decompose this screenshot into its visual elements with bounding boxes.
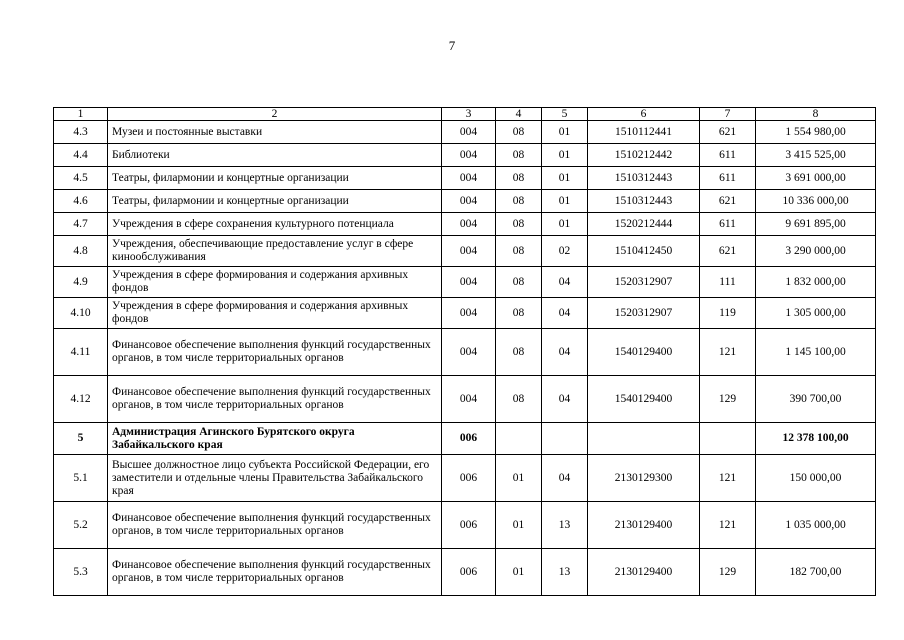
row-name: Учреждения в сфере сохранения культурного потенциала <box>108 213 442 236</box>
table-row <box>54 167 876 190</box>
amount: 12 378 100,00 <box>756 423 876 455</box>
row-number: 5.2 <box>54 502 108 549</box>
amount: 10 336 000,00 <box>756 190 876 213</box>
code-target: 1540129400 <box>588 376 700 423</box>
code-target: 1510412450 <box>588 236 700 267</box>
row-number: 4.3 <box>54 121 108 144</box>
code-ministry: 004 <box>442 190 496 213</box>
code-ministry: 006 <box>442 455 496 502</box>
amount: 3 691 000,00 <box>756 167 876 190</box>
code-subsection: 13 <box>542 549 588 596</box>
column-header: 7 <box>700 108 756 121</box>
amount: 9 691 895,00 <box>756 213 876 236</box>
code-subsection: 04 <box>542 298 588 329</box>
code-expense-type: 621 <box>700 190 756 213</box>
code-subsection: 01 <box>542 121 588 144</box>
code-ministry: 004 <box>442 329 496 376</box>
code-target: 2130129300 <box>588 455 700 502</box>
code-section: 08 <box>496 144 542 167</box>
code-subsection: 01 <box>542 167 588 190</box>
row-number: 4.4 <box>54 144 108 167</box>
row-number: 4.12 <box>54 376 108 423</box>
code-expense-type: 119 <box>700 298 756 329</box>
column-header: 6 <box>588 108 700 121</box>
table-header-row <box>54 108 876 121</box>
code-target: 1520312907 <box>588 267 700 298</box>
code-ministry: 004 <box>442 121 496 144</box>
row-name: Театры, филармонии и концертные организации <box>108 167 442 190</box>
row-name: Финансовое обеспечение выполнения функций государственных органов, в том числе территориальных органов <box>108 502 442 549</box>
amount: 3 290 000,00 <box>756 236 876 267</box>
code-subsection: 04 <box>542 267 588 298</box>
code-target: 1510312443 <box>588 190 700 213</box>
row-number: 4.6 <box>54 190 108 213</box>
row-name: Учреждения в сфере формирования и содержания архивных фондов <box>108 298 442 329</box>
code-section: 08 <box>496 121 542 144</box>
code-ministry: 006 <box>442 423 496 455</box>
code-expense-type: 611 <box>700 144 756 167</box>
row-name: Музеи и постоянные выставки <box>108 121 442 144</box>
row-name: Финансовое обеспечение выполнения функций государственных органов, в том числе территориальных органов <box>108 549 442 596</box>
table-row <box>54 329 876 376</box>
amount: 3 415 525,00 <box>756 144 876 167</box>
column-header: 3 <box>442 108 496 121</box>
code-section: 08 <box>496 298 542 329</box>
code-section: 08 <box>496 329 542 376</box>
table-row <box>54 376 876 423</box>
code-subsection: 01 <box>542 213 588 236</box>
row-name: Учреждения, обеспечивающие предоставление услуг в сфере кинообслуживания <box>108 236 442 267</box>
row-number: 5.1 <box>54 455 108 502</box>
code-subsection <box>542 423 588 455</box>
row-number: 5 <box>54 423 108 455</box>
code-section: 08 <box>496 267 542 298</box>
code-ministry: 004 <box>442 376 496 423</box>
table-row <box>54 144 876 167</box>
code-section: 08 <box>496 376 542 423</box>
amount: 1 554 980,00 <box>756 121 876 144</box>
code-section: 08 <box>496 213 542 236</box>
row-number: 4.9 <box>54 267 108 298</box>
code-ministry: 006 <box>442 549 496 596</box>
code-ministry: 006 <box>442 502 496 549</box>
code-expense-type: 611 <box>700 213 756 236</box>
table-row <box>54 121 876 144</box>
column-header: 8 <box>756 108 876 121</box>
amount: 150 000,00 <box>756 455 876 502</box>
code-section: 01 <box>496 549 542 596</box>
code-subsection: 01 <box>542 144 588 167</box>
code-subsection: 04 <box>542 455 588 502</box>
amount: 390 700,00 <box>756 376 876 423</box>
code-subsection: 01 <box>542 190 588 213</box>
table-row <box>54 213 876 236</box>
row-number: 5.3 <box>54 549 108 596</box>
code-target: 1520312907 <box>588 298 700 329</box>
code-target: 2130129400 <box>588 502 700 549</box>
code-ministry: 004 <box>442 236 496 267</box>
code-expense-type: 121 <box>700 455 756 502</box>
code-target <box>588 423 700 455</box>
column-header: 1 <box>54 108 108 121</box>
code-target: 1540129400 <box>588 329 700 376</box>
table-row <box>54 298 876 329</box>
code-section: 08 <box>496 190 542 213</box>
code-section <box>496 423 542 455</box>
code-section: 08 <box>496 167 542 190</box>
code-subsection: 04 <box>542 329 588 376</box>
code-ministry: 004 <box>442 298 496 329</box>
table-row <box>54 455 876 502</box>
amount: 1 832 000,00 <box>756 267 876 298</box>
code-subsection: 13 <box>542 502 588 549</box>
code-target: 1520212444 <box>588 213 700 236</box>
code-section: 08 <box>496 236 542 267</box>
amount: 182 700,00 <box>756 549 876 596</box>
amount: 1 035 000,00 <box>756 502 876 549</box>
code-expense-type: 621 <box>700 121 756 144</box>
table-row <box>54 190 876 213</box>
table-row <box>54 267 876 298</box>
code-target: 1510212442 <box>588 144 700 167</box>
row-number: 4.11 <box>54 329 108 376</box>
page-number: 7 <box>448 38 456 53</box>
table-row <box>54 502 876 549</box>
column-header: 5 <box>542 108 588 121</box>
code-section: 01 <box>496 455 542 502</box>
code-expense-type: 111 <box>700 267 756 298</box>
table-row <box>54 549 876 596</box>
table-row <box>54 423 876 455</box>
row-number: 4.7 <box>54 213 108 236</box>
code-expense-type: 611 <box>700 167 756 190</box>
row-name: Финансовое обеспечение выполнения функций государственных органов, в том числе территориальных органов <box>108 329 442 376</box>
column-header: 4 <box>496 108 542 121</box>
code-target: 2130129400 <box>588 549 700 596</box>
row-name: Библиотеки <box>108 144 442 167</box>
code-expense-type: 129 <box>700 376 756 423</box>
row-name: Администрация Агинского Бурятского округа Забайкальского края <box>108 423 442 455</box>
budget-table <box>53 107 876 596</box>
code-ministry: 004 <box>442 167 496 190</box>
code-expense-type: 621 <box>700 236 756 267</box>
row-number: 4.5 <box>54 167 108 190</box>
code-target: 1510312443 <box>588 167 700 190</box>
code-ministry: 004 <box>442 267 496 298</box>
amount: 1 305 000,00 <box>756 298 876 329</box>
code-ministry: 004 <box>442 213 496 236</box>
table-row <box>54 236 876 267</box>
row-name: Высшее должностное лицо субъекта Российской Федерации, его заместители и отдельные члены Правительства Забайкальского края <box>108 455 442 502</box>
code-section: 01 <box>496 502 542 549</box>
column-header: 2 <box>108 108 442 121</box>
row-name: Театры, филармонии и концертные организации <box>108 190 442 213</box>
code-target: 1510112441 <box>588 121 700 144</box>
code-subsection: 04 <box>542 376 588 423</box>
code-expense-type: 129 <box>700 549 756 596</box>
amount: 1 145 100,00 <box>756 329 876 376</box>
code-expense-type: 121 <box>700 329 756 376</box>
code-expense-type: 121 <box>700 502 756 549</box>
row-number: 4.10 <box>54 298 108 329</box>
code-subsection: 02 <box>542 236 588 267</box>
row-number: 4.8 <box>54 236 108 267</box>
code-expense-type <box>700 423 756 455</box>
code-ministry: 004 <box>442 144 496 167</box>
row-name: Финансовое обеспечение выполнения функций государственных органов, в том числе территориальных органов <box>108 376 442 423</box>
row-name: Учреждения в сфере формирования и содержания архивных фондов <box>108 267 442 298</box>
